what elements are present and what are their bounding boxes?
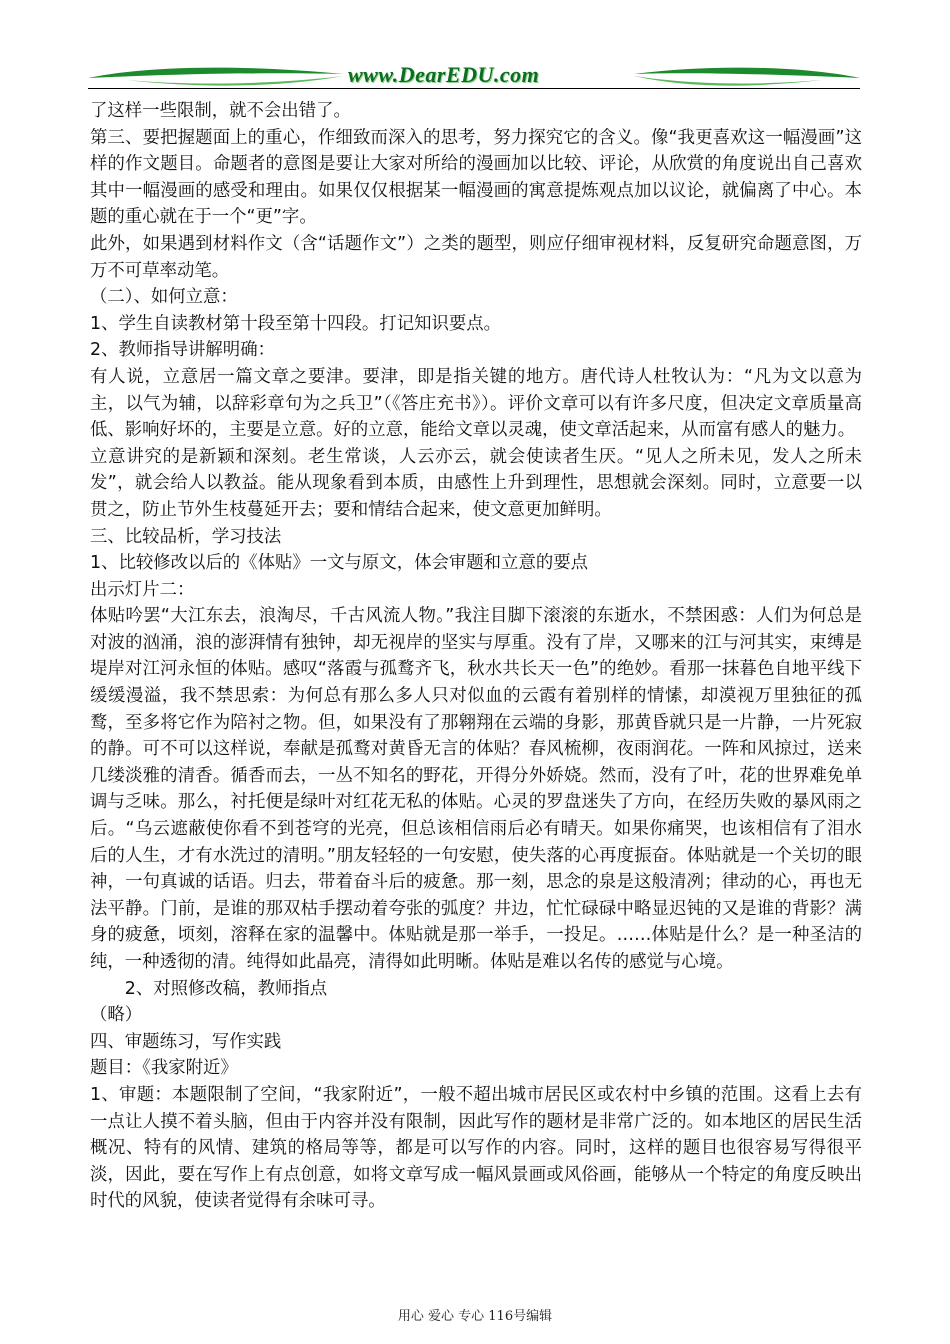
paragraph: 1、审题：本题限制了空间，“我家附近”，一般不超出城市居民区或农村中乡镇的范围。这看上去有一点让人摸不着头脑，但由于内容并没有限制，因此写作的题材是非常广泛的。如本地区的居民生活概况、特有的风情、建筑的格局等等，都是可以写作的内容。同时，这样的题目也很容易写得很平淡，因此，要在写作上有点创意，如将文章写成一幅风景画或风俗画，能够从一个特定的角度反映出时代的风貌，使读者觉得有余味可寻。	[90, 1084, 862, 1212]
document-body	[90, 98, 862, 1215]
paragraph: 有人说，立意居一篇文章之要津。要津，即是指关键的地方。唐代诗人杜牧认为：“凡为文以意为主，以气为辅，以辞彩章句为之兵卫”（《答庄充书》）。评价文章可以有许多尺度，但决定文章质量高低、影响好坏的，主要是立意。好的立意，能给文章以灵魂，使文章活起来，从而富有感人的魅力。	[90, 366, 862, 441]
paragraph: （略）	[90, 1005, 143, 1026]
paragraph: 1、学生自读教材第十段至第十四段。打记知识要点。	[90, 313, 502, 334]
section-heading: 三、比较品析，学习技法	[90, 526, 282, 547]
page-footer: 用心 爱心 专心 116号编辑	[397, 1309, 553, 1324]
paragraph: 2、教师指导讲解明确：	[90, 340, 275, 361]
section-heading: 四、审题练习，写作实践	[90, 1031, 282, 1052]
header-divider	[88, 88, 860, 89]
paragraph: 2、对照修改稿，教师指点	[90, 978, 328, 999]
paragraph: 题目：《我家附近》	[90, 1058, 238, 1079]
essay-text: 体贴吟罢“大江东去，浪淘尽，千古风流人物。”我注目脚下滚滚的东逝水，不禁困惑：人们为何总是对波的汹涌，浪的澎湃情有独钟，却无视岸的坚实与厚重。没有了岸，又哪来的江与河其实，束缚是堤岸对江河永恒的体贴。感叹“落霞与孤鹜齐飞，秋水共长天一色”的绝妙。看那一抹暮色自地平线下缓缓漫溢，我不禁思索：为何总有那么多人只对似血的云霞有着别样的情愫，却漠视万里独征的孤鹜，至多将它作为陪衬之物。但，如果没有了那翱翔在云端的身影，那黄昏就只是一片静，一片死寂的静。可不可以这样说，奉献是孤鹜对黄昏无言的体贴？春风梳柳，夜雨润花。一阵和风掠过，送来几缕淡雅的清香。循香而去，一丛不知名的野花，开得分外娇娆。然而，没有了叶，花的世界难免单调与乏味。那么，衬托便是绿叶对红花无私的体贴。心灵的罗盘迷失了方向，在经历失败的暴风雨之后。“乌云遮蔽使你看不到苍穹的光亮，但总该相信雨后必有晴天。如果你痛哭，也该相信有了泪水后的人生，才有水洗过的清明。”朋友轻轻的一句安慰，使失落的心再度振奋。体贴就是一个关切的眼神，一句真诚的话语。归去，带着奋斗后的疲惫。那一刻，思念的泉是这般清冽；律动的心，再也无法平静。门前，是谁的那双枯手摆动着夸张的弧度？井边，忙忙碌碌中略显迟钝的又是谁的背影？满身的疲惫，顷刻，溶释在家的温馨中。体贴就是那一举手，一投足。……体贴是什么？是一种圣洁的纯，一种透彻的清。纯得如此晶亮，清得如此明晰。体贴是难以名传的感觉与心境。	[90, 606, 862, 972]
paragraph: 第三、要把握题面上的重心，作细致而深入的思考，努力探究它的含义。像“我更喜欢这一幅漫画”这样的作文题目。命题者的意图是要让大家对所给的漫画加以比较、评论，从欣赏的角度说出自己喜欢其中一幅漫画的感受和理由。如果仅仅根据某一幅漫画的寓意提炼观点加以议论，就偏离了中心。本题的重心就在于一个“更”字。	[90, 127, 862, 228]
paragraph: 此外，如果遇到材料作文（含“话题作文”）之类的题型，则应仔细审视材料，反复研究命题意图，万万不可草率动笔。	[90, 233, 862, 281]
paragraph: 立意讲究的是新颖和深刻。老生常谈，人云亦云，就会使读者生厌。“见人之所未见，发人之所未发”，就会给人以教益。能从现象看到本质，由感性上升到理性，思想就会深刻。同时，立意要一以贯之，防止节外生枝蔓延开去；要和情结合起来，使文意更加鲜明。	[90, 446, 862, 520]
paragraph: 出示灯片二：	[90, 579, 195, 600]
paragraph: 了这样一些限制，就不会出错了。	[90, 101, 351, 121]
paragraph: 1、比较修改以后的《体贴》一文与原文，体会审题和立意的要点	[90, 553, 589, 574]
section-heading: （二）、如何立意：	[90, 287, 238, 308]
site-url: www.DearEDU.com	[348, 62, 540, 87]
